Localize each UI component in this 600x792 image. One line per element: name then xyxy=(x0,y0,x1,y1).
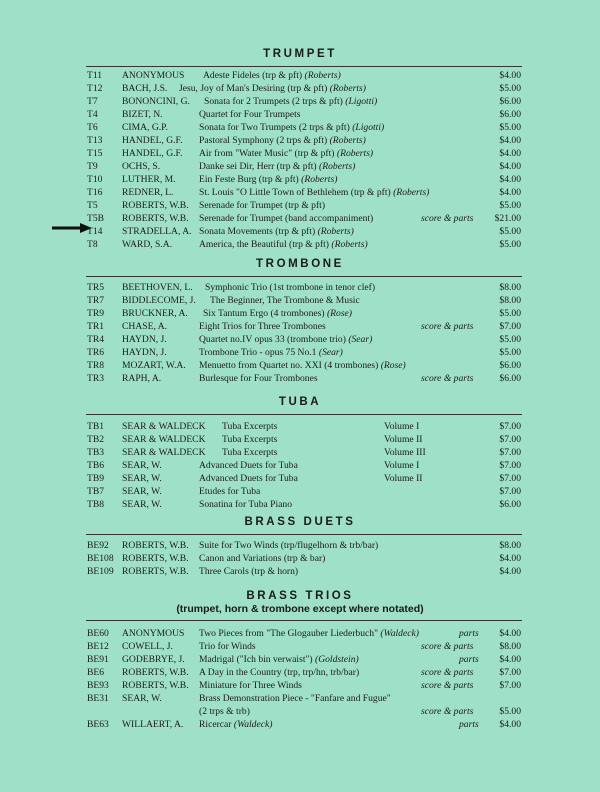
composer: ROBERTS, W.B. xyxy=(122,213,189,224)
item-code: TB2 xyxy=(87,434,105,445)
item-code: TR6 xyxy=(87,347,105,358)
piece-title: Advanced Duets for Tuba xyxy=(199,460,298,471)
composer: ROBERTS, W.B. xyxy=(122,553,189,564)
composer: ROBERTS, W.B. xyxy=(122,680,189,691)
piece-title: Symphonic Trio (1st trombone in tenor clef) xyxy=(205,282,376,293)
table-row xyxy=(0,628,600,639)
divider xyxy=(86,414,522,415)
piece-title: Eight Trios for Three Trombones xyxy=(199,321,326,332)
composer: ANONYMOUS xyxy=(122,628,185,639)
composer: GODEBRYE, J. xyxy=(122,654,185,665)
composer: SEAR & WALDECK xyxy=(122,434,206,445)
piece-title: Brass Demonstration Piece - "Fanfare and Fugue" xyxy=(199,693,391,704)
table-row xyxy=(0,122,600,133)
table-row xyxy=(0,239,600,250)
piece-title: Etudes for Tuba xyxy=(199,486,261,497)
price: $5.00 xyxy=(499,83,521,94)
table-row xyxy=(0,83,600,94)
item-code: TB3 xyxy=(87,447,105,458)
parts-info: score & parts xyxy=(421,641,474,652)
piece-title: Tuba Excerpts xyxy=(222,434,278,445)
price: $4.00 xyxy=(499,135,521,146)
arranger: (Roberts) xyxy=(304,70,341,81)
section-subtitle: (trumpet, horn & trombone except where notated) xyxy=(176,603,424,615)
table-row xyxy=(0,174,600,185)
piece-title: Madrigal ("Ich bin verwaist") xyxy=(199,654,313,665)
volume-label: Volume II xyxy=(384,473,423,484)
piece-title: Two Pieces from "The Glogauber Liederbuch" xyxy=(199,628,378,639)
volume-label: Volume II xyxy=(384,434,423,445)
item-code: BE63 xyxy=(87,719,109,730)
item-code: T15 xyxy=(87,148,103,159)
table-row xyxy=(0,347,600,358)
piece-title: Miniature for Three Winds xyxy=(199,680,302,691)
piece-title: Canon and Variations (trp & bar) xyxy=(199,553,326,564)
parts-info: score & parts xyxy=(421,213,474,224)
divider xyxy=(86,276,522,277)
item-code: BE92 xyxy=(87,540,109,551)
piece-title: Trombone Trio - opus 75 No.1 xyxy=(199,347,317,358)
table-row xyxy=(0,321,600,332)
piece-title: Sonata for Two Trumpets (2 trps & pft) xyxy=(199,122,350,133)
composer: CHASE, A. xyxy=(122,321,168,332)
table-row xyxy=(0,667,600,678)
item-code: T6 xyxy=(87,122,98,133)
piece-title: Six Tantum Ergo (4 trombones) xyxy=(203,308,325,319)
piece-title: Suite for Two Winds (trp/flugelhorn & trb/bar) xyxy=(199,540,379,551)
arranger: (Rose) xyxy=(326,308,353,319)
table-row xyxy=(0,295,600,306)
piece-title: Sonata for 2 Trumpets (2 trps & pft) xyxy=(204,96,343,107)
table-row xyxy=(0,373,600,384)
composer: SEAR, W. xyxy=(122,499,162,510)
table-row xyxy=(0,421,600,432)
composer: SEAR & WALDECK xyxy=(122,421,206,432)
table-row xyxy=(0,187,600,198)
parts-info: score & parts xyxy=(421,667,474,678)
piece-title: Air from "Water Music" (trp & pft) xyxy=(199,148,335,159)
table-row xyxy=(0,641,600,652)
item-code: TR8 xyxy=(87,360,105,371)
piece-title: Jesu, Joy of Man's Desiring (trp & pft) xyxy=(179,83,328,94)
composer: BACH, J.S. xyxy=(122,83,168,94)
price: $5.00 xyxy=(499,334,521,345)
table-row xyxy=(0,96,600,107)
composer: WILLAERT, A. xyxy=(122,719,184,730)
piece-title: St. Louis "O Little Town of Bethlehem (trp & pft) xyxy=(199,187,391,198)
arranger: (Roberts) xyxy=(393,187,430,198)
price: $8.00 xyxy=(499,295,521,306)
piece-title: Serenade for Trumpet (trp & pft) xyxy=(199,200,326,211)
price: $8.00 xyxy=(499,282,521,293)
composer: BIDDLECOME, J. xyxy=(122,295,196,306)
item-code: BE108 xyxy=(87,553,114,564)
parts-info: score & parts xyxy=(421,321,474,332)
table-row xyxy=(0,161,600,172)
price: $4.00 xyxy=(499,70,521,81)
item-code: BE12 xyxy=(87,641,109,652)
piece-title: Menuetto from Quartet no. XXI (4 trombones) xyxy=(199,360,379,371)
arranger: (Goldstein) xyxy=(315,654,359,665)
table-row xyxy=(0,540,600,551)
arranger: (Sear) xyxy=(318,347,343,358)
arranger: (Roberts) xyxy=(301,174,338,185)
piece-title: The Beginner, The Trombone & Music xyxy=(210,295,360,306)
price: $5.00 xyxy=(499,122,521,133)
item-code: T7 xyxy=(87,96,98,107)
composer: COWELL, J. xyxy=(122,641,173,652)
composer: HANDEL, G.F. xyxy=(122,148,183,159)
arranger: (Roberts) xyxy=(317,226,354,237)
table-row xyxy=(0,148,600,159)
price: $4.00 xyxy=(499,174,521,185)
price: $8.00 xyxy=(499,540,521,551)
composer: SEAR, W. xyxy=(122,486,162,497)
composer: SEAR, W. xyxy=(122,693,162,704)
price: $21.00 xyxy=(494,213,521,224)
item-code: BE109 xyxy=(87,566,114,577)
price: $6.00 xyxy=(499,109,521,120)
composer: SEAR, W. xyxy=(122,473,162,484)
price: $6.00 xyxy=(499,499,521,510)
table-row xyxy=(0,719,600,730)
table-row xyxy=(0,566,600,577)
parts-info: score & parts xyxy=(421,680,474,691)
piece-title: Three Carols (trp & horn) xyxy=(199,566,299,577)
table-row xyxy=(0,680,600,691)
piece-title: Tuba Excerpts xyxy=(222,421,278,432)
piece-title: Ricercar xyxy=(199,719,232,730)
composer: SEAR & WALDECK xyxy=(122,447,206,458)
composer: OCHS, S. xyxy=(122,161,161,172)
arranger: (Waldeck) xyxy=(233,719,273,730)
composer: LUTHER, M. xyxy=(122,174,176,185)
item-code: T16 xyxy=(87,187,103,198)
table-row xyxy=(0,308,600,319)
composer: BONONCINI, G. xyxy=(122,96,190,107)
arranger: (Roberts) xyxy=(336,148,374,159)
item-code: T5B xyxy=(87,213,105,224)
piece-title: (2 trps & trb) xyxy=(199,706,250,717)
piece-title: Burlesque for Four Trombones xyxy=(199,373,318,384)
price: $7.00 xyxy=(499,321,521,332)
price: $6.00 xyxy=(499,96,521,107)
table-row xyxy=(0,499,600,510)
piece-title: Quartet no.IV opus 33 (trombone trio) xyxy=(199,334,346,345)
price: $4.00 xyxy=(499,654,521,665)
price: $7.00 xyxy=(499,486,521,497)
price: $7.00 xyxy=(499,447,521,458)
parts-info: parts xyxy=(459,654,479,665)
arranger: (Roberts) xyxy=(329,83,366,94)
item-code: TR1 xyxy=(87,321,105,332)
piece-title: Ein Feste Burg (trp & pft) xyxy=(199,174,299,185)
item-code: BE31 xyxy=(87,693,109,704)
item-code: TR3 xyxy=(87,373,105,384)
table-row xyxy=(0,486,600,497)
parts-info: parts xyxy=(459,719,479,730)
arranger: (Rose) xyxy=(380,360,406,371)
composer: ROBERTS, W.B. xyxy=(122,566,189,577)
composer: ROBERTS, W.B. xyxy=(122,200,189,211)
item-code: TR5 xyxy=(87,282,105,293)
piece-title: Sonatina for Tuba Piano xyxy=(199,499,293,510)
composer: ANONYMOUS xyxy=(122,70,185,81)
item-code: TR9 xyxy=(87,308,105,319)
composer: BEETHOVEN, L. xyxy=(122,282,193,293)
item-code: TB7 xyxy=(87,486,105,497)
composer: SEAR, W. xyxy=(122,460,162,471)
price: $6.00 xyxy=(499,373,521,384)
volume-label: Volume I xyxy=(384,460,420,471)
divider xyxy=(86,66,522,67)
price: $7.00 xyxy=(499,460,521,471)
parts-info: score & parts xyxy=(421,706,474,717)
price: $8.00 xyxy=(499,641,521,652)
price: $7.00 xyxy=(499,434,521,445)
composer: BRUCKNER, A. xyxy=(122,308,188,319)
composer: HANDEL, G.F. xyxy=(122,135,183,146)
composer: CIMA, G.P. xyxy=(122,122,168,133)
price: $7.00 xyxy=(499,421,521,432)
item-code: BE91 xyxy=(87,654,109,665)
price: $7.00 xyxy=(499,680,521,691)
item-code: BE60 xyxy=(87,628,109,639)
table-row xyxy=(0,460,600,471)
item-code: TB8 xyxy=(87,499,105,510)
table-row xyxy=(0,282,600,293)
piece-title: Tuba Excerpts xyxy=(222,447,278,458)
item-code: BE93 xyxy=(87,680,109,691)
piece-title: Quartet for Four Trumpets xyxy=(199,109,301,120)
section-title-trombone: TROMBONE xyxy=(256,258,344,270)
item-code: TB9 xyxy=(87,473,105,484)
divider xyxy=(86,620,522,621)
arranger: (Ligotti) xyxy=(352,122,385,133)
section-title-brass-trios: BRASS TRIOS xyxy=(246,590,354,602)
arranger: (Roberts) xyxy=(329,135,366,146)
arranger: (Roberts) xyxy=(319,161,356,172)
item-code: T11 xyxy=(87,70,103,81)
price: $5.00 xyxy=(499,226,521,237)
price: $4.00 xyxy=(499,628,521,639)
price: $7.00 xyxy=(499,473,521,484)
price: $5.00 xyxy=(499,200,521,211)
section-title-tuba: TUBA xyxy=(278,396,322,408)
section-title-brass-duets: BRASS DUETS xyxy=(244,516,356,528)
table-row xyxy=(0,654,600,665)
piece-title: Trio for Winds xyxy=(199,641,256,652)
divider xyxy=(86,534,522,535)
item-code: TB6 xyxy=(87,460,105,471)
parts-info: score & parts xyxy=(421,373,474,384)
item-code: T8 xyxy=(87,239,98,250)
composer: RAPH, A. xyxy=(122,373,162,384)
piece-title: Pastoral Symphony (2 trps & pft) xyxy=(199,135,328,146)
item-code: TR7 xyxy=(87,295,105,306)
price: $4.00 xyxy=(499,566,521,577)
table-row xyxy=(0,553,600,564)
piece-title: Danke sei Dir, Herr (trp & pft) xyxy=(199,161,317,172)
table-row xyxy=(0,447,600,458)
volume-label: Volume I xyxy=(384,421,420,432)
table-row xyxy=(0,226,600,237)
table-row xyxy=(0,360,600,371)
table-row xyxy=(0,693,600,704)
arranger: (Ligotti) xyxy=(345,96,378,107)
section-title-trumpet: TRUMPET xyxy=(263,48,337,60)
price: $6.00 xyxy=(499,360,521,371)
price: $4.00 xyxy=(499,553,521,564)
item-code: BE6 xyxy=(87,667,105,678)
table-row xyxy=(0,334,600,345)
arranger: (Waldeck) xyxy=(380,628,419,639)
composer: ROBERTS, W.B. xyxy=(122,540,189,551)
price: $5.00 xyxy=(499,347,521,358)
table-row xyxy=(0,706,600,717)
piece-title: Adeste Fideles (trp & pft) xyxy=(203,70,303,81)
item-code: T4 xyxy=(87,109,98,120)
composer: REDNER, L. xyxy=(122,187,174,198)
item-code: T5 xyxy=(87,200,98,211)
price: $4.00 xyxy=(499,719,521,730)
composer: WARD, S.A. xyxy=(122,239,173,250)
item-code: T13 xyxy=(87,135,103,146)
item-code: T12 xyxy=(87,83,103,94)
parts-info: parts xyxy=(459,628,479,639)
composer: HAYDN, J. xyxy=(122,347,167,358)
price: $5.00 xyxy=(499,308,521,319)
composer: BIZET, N. xyxy=(122,109,163,120)
table-row xyxy=(0,434,600,445)
composer: STRADELLA, A. xyxy=(122,226,192,237)
arranger: (Roberts) xyxy=(331,239,368,250)
price: $5.00 xyxy=(499,706,521,717)
price: $4.00 xyxy=(499,148,521,159)
arranger: (Sear) xyxy=(348,334,373,345)
piece-title: Advanced Duets for Tuba xyxy=(199,473,298,484)
price: $4.00 xyxy=(499,187,521,198)
item-code: T9 xyxy=(87,161,98,172)
price: $4.00 xyxy=(499,161,521,172)
item-code: TR4 xyxy=(87,334,105,345)
piece-title: America, the Beautiful (trp & pft) xyxy=(199,239,330,250)
piece-title: A Day in the Country (trp, trp/hn, trb/bar) xyxy=(199,667,360,678)
piece-title: Sonata Movements (trp & pft) xyxy=(199,226,316,237)
item-code: T10 xyxy=(87,174,103,185)
volume-label: Volume III xyxy=(384,447,426,458)
composer: ROBERTS, W.B. xyxy=(122,667,189,678)
item-code: TB1 xyxy=(87,421,105,432)
composer: HAYDN, J. xyxy=(122,334,167,345)
table-row xyxy=(0,200,600,211)
price: $5.00 xyxy=(499,239,521,250)
piece-title: Serenade for Trumpet (band accompaniment) xyxy=(199,213,374,224)
composer: MOZART, W.A. xyxy=(122,360,186,371)
price: $7.00 xyxy=(499,667,521,678)
table-row xyxy=(0,109,600,120)
table-row xyxy=(0,135,600,146)
table-row xyxy=(0,70,600,81)
item-code: T14 xyxy=(87,226,103,237)
table-row xyxy=(0,473,600,484)
